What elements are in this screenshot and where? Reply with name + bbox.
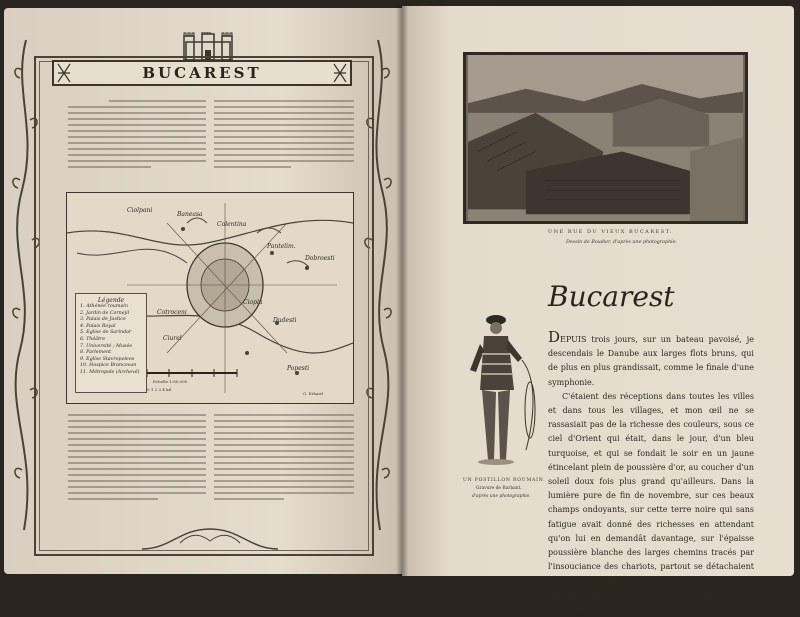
photo-caption: UNE RUE DU VIEUX BUCAREST. (548, 229, 673, 235)
map-credit: G. Erhard (303, 391, 323, 396)
legend-item: 2. Jardin de Cornejil (80, 310, 130, 316)
map-scale-ticks: 0 1 2 3 4 kil (147, 387, 172, 392)
legend-item: 3. Palais de Justice (80, 317, 126, 323)
legend-item: 4. Palais Royal (80, 323, 116, 329)
map-place-label: Colentina (217, 221, 247, 228)
legend-title: Légende (97, 297, 125, 304)
text-column-top-right (214, 96, 354, 188)
map-place-label: Dudesti (273, 317, 297, 324)
legend-item: 1. Athénée roumain (80, 304, 128, 309)
text-column-bottom-right (214, 410, 354, 520)
book-gutter (396, 6, 408, 576)
paragraph-2: C'étaient des réceptions dans toutes les villes et dans tous les villages, et mon œil ne se rassasiait pas de la richesse des couleurs, sous ce ciel d'Orient qui était, dans le jour, d'un bleu turquoise, et qui se fondait le soir en un jaune étincelant plein de poussière d'or, au coucher d'un soleil doux fois plus grand qu'ailleurs. Dans la lumière pure de fin de novembre, sur ces beaux champs ondoyants, sur cette terre noire qui sans fatigue avait donné des richesses en attendant qu'on lui en demandât davantage, sur l'épaisse poussière blanche des larges chemins tracés par l'insouciance des chariots, partout se détachaient en nuances vives les costumes des paysans attroupés pour me recevoir : des chemises d'une blancheur éblouissante, (548, 391, 754, 614)
map-scale-label: Echelle 1:80.000 (153, 379, 188, 384)
drop-cap: D (548, 328, 561, 346)
body-text-right (548, 328, 754, 617)
map-place-label: Pantelim. (267, 243, 296, 250)
legend-item: 10. Hospice Brancovan (80, 363, 137, 369)
map-place-label: Baneasa (177, 211, 203, 218)
text-column-bottom-left (68, 410, 206, 520)
map-place-label: Ciolpani (127, 207, 153, 214)
legend-item: 11. Métropole (Archevê) (80, 369, 140, 375)
map-place-label: Ciopla (243, 299, 263, 306)
map-place-label: Cotroceni (157, 309, 187, 316)
legend-item: 7. Université ; Musée (80, 343, 133, 349)
legend-item: 5. Eglise de Sarindar (80, 330, 132, 336)
figure-caption-sub: Gravure de Barbant, (476, 486, 522, 491)
city-map (66, 192, 354, 404)
celtic-knot-icon (332, 62, 348, 84)
photo-credit: Dessin de Boudier, d'après une photographie. (566, 240, 678, 245)
legend-item: 8. Parlement (80, 350, 112, 356)
map-legend (75, 293, 147, 393)
paragraph-1: EPUIS trois jours, sur un bateau pavoisé, je descendais le Danube aux larges flots bruns, qui de plus en plus grandissait, comme le finale d'une symphonie. (548, 335, 754, 387)
celtic-knot-icon (56, 62, 72, 84)
figure-caption-credit: d'après une photographie. (472, 494, 531, 499)
figure-caption-title: UN POSTILLON ROUMAIN. (463, 478, 546, 483)
title-band (52, 60, 352, 86)
postilion-figure-image (460, 310, 540, 475)
text-column-top-left (68, 96, 206, 188)
map-place-label: Dobroesti (305, 255, 335, 262)
map-place-label: Popesti (287, 365, 310, 372)
page-title: BUCAREST (142, 64, 262, 82)
map-place-label: Ciurel (163, 335, 182, 342)
street-engraving-image (463, 52, 748, 224)
legend-item: 9. Eglise Stavropoleos (80, 356, 135, 362)
chapter-title: Bucarest (548, 280, 675, 313)
ornamental-vignette-icon (140, 525, 280, 551)
legend-item: 6. Théâtre (80, 336, 106, 342)
